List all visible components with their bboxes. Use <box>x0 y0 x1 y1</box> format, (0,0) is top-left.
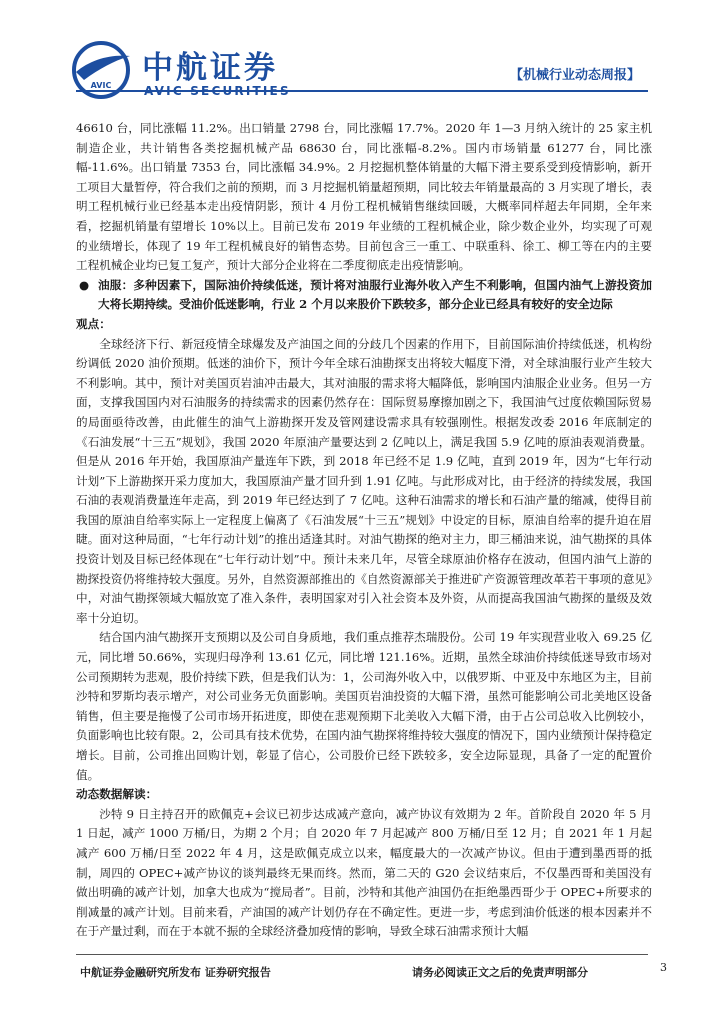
bullet-oil-services <box>76 276 652 315</box>
page-footer <box>0 954 724 1024</box>
footer-divider <box>76 954 648 955</box>
avic-logo-icon <box>70 38 134 102</box>
logo-chinese-name: 中航证券 <box>142 50 278 86</box>
page-number: 3 <box>660 961 667 974</box>
paragraph-jereh-recommendation: 结合国内油气勘探开支预期以及公司自身质地，我们重点推荐杰瑞股份。公司 19 年实现营业收入 69.25 亿元，同比增 50.66%，实现归母净利 13.61 亿元，同比增 121.16%。近期，虽然全球油价持续低迷导致市场对公司预期转为悲观，股价持续下跌，但是我们认为：1，公司海外收入中，以俄罗斯、中亚及中东地区为主，目前沙特和罗斯均表示增产，对公司业务无负面影响。美国页岩油投资的大幅下滑，虽然可能影响公司北美地区设备销售，但主要是拖慢了公司市场开拓进度，即使在悲观预期下北美收入大幅下滑，由于占公司总收入比例较小，负面影响也比较有限。2，公司具有技术优势，在国内油气勘探将维持较大强度的情况下，国内业绩预计保持稳定增长。目前，公司推出回购计划，彰显了信心，公司股价已经下跌较多，安全边际显现，具备了一定的配置价值。 <box>76 630 652 782</box>
page-header <box>0 0 724 120</box>
paragraph-oil-outlook: 全球经济下行、新冠疫情全球爆发及产油国之间的分歧几个因素的作用下，目前国际油价持续低迷，机构纷纷调低 2020 油价预期。低迷的油价下，预计今年全球石油勘探支出将较大幅度下滑，对全球油服行业产生较大不利影响。其中，预计对美国页岩油冲击最大，其对油服的需求将大幅降低，影响国内油服企业业务。但另一方面，支撑我国国内对石油服务的持续需求的因素仍然存在：国际贸易摩擦加剧之下，我国油气过度依赖国际贸易的局面亟待改善，由此催生的油气上游勘探开发及管网建设需求具有较强刚性。根据发改委 2016 年底制定的《石油发展“十三五”规划》，我国 2020 年原油产量要达到 2 亿吨以上，满足我国 5.9 亿吨的原油表观消费量。但是从 2016 年开始，我国原油产量连年下跌，到 2018 年已经不足 1.9 亿吨，直到 2019 年，因为“七年行动计划”下上游勘探开采力度加大，我国原油产量才回升到 1.91 亿吨。与此形成对比，由于经济的持续发展，我国石油的表观消费量连年走高，到 2019 年已经达到了 7 亿吨。这种石油需求的增长和石油产量的缩减，使得目前我国的原油自给率实际上一定程度上偏离了《石油发展“十三五”规划》中设定的目标，原油自给率的提升迫在眉睫。面对这种局面，“七年行动计划”的推出适逢其时。对油气勘探的绝对主力，即三桶油来说，油气勘探的具体投资计划及目标已经体现在“七年行动计划”中。预计未来几年，尽管全球原油价格存在波动，但国内油气上游的勘探投资仍将维持较大强度。另外，自然资源部推出的《自然资源部关于推进矿产资源管理改革若干事项的意见》中，对油气勘探领域大幅放宽了准入条件，表明国家对引入社会资本及外资，从而提高我国油气勘探的量级及效率十分迫切。 <box>76 336 652 625</box>
bullet-dot: ● <box>79 277 90 292</box>
logo-mark-text: AVIC <box>90 81 112 90</box>
data-interpretation-heading: 动态数据解读： <box>76 787 158 802</box>
report-type-title: 【机械行业动态周报】 <box>509 68 640 83</box>
footer-publisher: 中航证券金融研究所发布 证券研究报告 <box>80 966 271 979</box>
paragraph-opec-cuts: 沙特 9 日主持召开的欧佩克+会议已初步达成减产意向，减产协议有效期为 2 年。首阶段自 2020 年 5 月 1 日起，减产 1000 万桶/日，为期 2 个月；自 2020 年 7 月起减产 800 万桶/日至 12 月；自 2021 年 1 月起减产 600 万桶/日至 2022 年 4 月，这是欧佩克成立以来，幅度最大的一次减产协议。但由于遭到墨西哥的抵制，周四的 OPEC+减产协议的谈判最终无果而终。然而，第二天的 G20 会议结束后，不仅墨西哥和美国没有做出明确的减产计划，加拿大也成为“搅局者”。目前，沙特和其他产油国仍在拒绝墨西哥少于 OPEC+所要求的削减量的减产计划。目前来看，产油国的减产计划仍存在不确定性。更进一步，考虑到油价低迷的根本因素并不在于产量过剩，而在于本就不振的全球经济叠加疫情的影响，导致全球石油需求预计大幅 <box>76 806 652 939</box>
bullet-oil-services-text: 油服：多种因素下，国际油价持续低迷，预计将对油服行业海外收入产生不利影响，但国内油气上游投资加大将长期持续。受油价低迷影响，行业 2 个月以来股价下跌较多，部分企业已经具有较好的安全边际 <box>98 277 652 312</box>
report-body <box>76 119 652 942</box>
avic-logo <box>70 38 490 102</box>
paragraph-excavator-sales: 46610 台，同比涨幅 11.2%。出口销量 2798 台，同比涨幅 17.7%。2020 年 1—3 月纳入统计的 25 家主机制造企业，共计销售各类挖掘机械产品 68630 台，同比涨幅-8.2%。国内市场销量 61277 台，同比涨幅-11.6%。出口销量 7353 台，同比涨幅 34.9%。2 月挖掘机整体销量的大幅下滑主要系受到疫情影响，新开工项目大量暂停，符合我们之前的预期，而 3 月挖掘机销量超预期，同比较去年销量最高的 3 月实现了增长，表明工程机械行业已经基本走出疫情阴影，预计 4 月份工程机械销售继续回暖，大概率同样超去年同期，全年来看，挖掘机销量有望增长 10%以上。目前已发布 2019 年业绩的工程机械企业，除少数企业外，均实现了可观的业绩增长，体现了 19 年工程机械良好的销售态势。目前包含三一重工、中联重科、徐工、柳工等在内的主要工程机械企业均已复工复产，预计大部分企业将在二季度彻底走出疫情影响。 <box>76 121 652 273</box>
footer-disclaimer: 请务必阅读正文之后的免责声明部分 <box>412 966 588 979</box>
viewpoint-heading: 观点： <box>76 316 111 331</box>
header-divider <box>76 90 648 92</box>
